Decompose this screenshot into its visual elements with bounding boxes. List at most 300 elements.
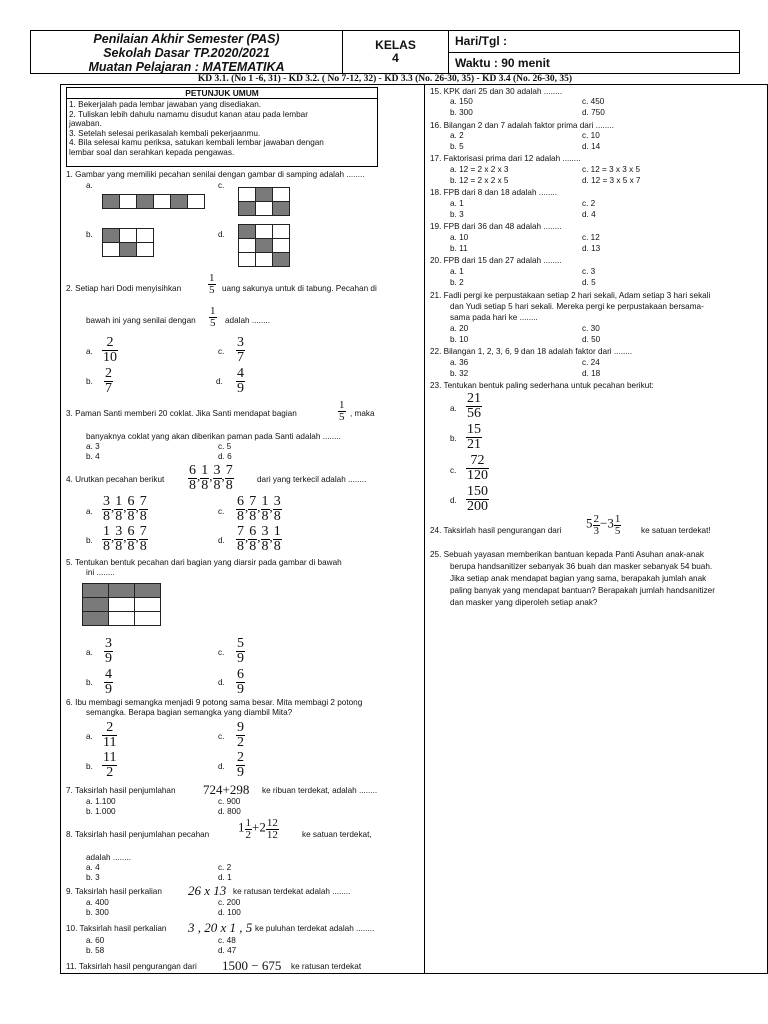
kelas-block <box>343 31 449 73</box>
q20-opt-c: c. 3 <box>582 267 596 276</box>
q1-grid-d <box>238 224 290 267</box>
denominator: 10 <box>103 350 117 365</box>
petunjuk-item: 3. Setelah selesai perikasalah kembali pekerjaanmu. <box>69 128 261 138</box>
q23-label-c: c. <box>450 466 457 475</box>
q23-label-a: a. <box>450 404 457 413</box>
denominator: 9 <box>237 651 244 666</box>
q5-grid <box>82 583 161 626</box>
q5-opt-a <box>104 637 113 666</box>
frac <box>127 525 136 554</box>
numerator: 1 <box>201 463 209 478</box>
numerator: 72 <box>466 454 489 469</box>
numerator: 5 <box>237 636 244 651</box>
numerator: 1 <box>273 524 281 539</box>
q17-opt-b: b. 12 = 2 x 2 x 5 <box>450 176 509 185</box>
whole: 3 <box>607 515 614 531</box>
q23-label-b: b. <box>450 434 457 443</box>
denominator: 8 <box>249 539 257 554</box>
petunjuk-box <box>66 87 378 167</box>
whole: 1 <box>238 819 245 835</box>
denominator: 9 <box>105 682 112 697</box>
numerator: 7 <box>139 494 147 509</box>
q5-opt-c <box>236 637 245 666</box>
numerator: 3 <box>105 636 112 651</box>
denominator: 8 <box>237 509 244 524</box>
q8-opt-c: c. 2 <box>218 863 232 872</box>
q16-opt-d: d. 14 <box>582 142 601 151</box>
q18-opt-c: c. 2 <box>582 199 596 208</box>
denominator: 5 <box>209 284 215 296</box>
comma: , <box>123 499 127 515</box>
frac <box>266 818 279 841</box>
q2-text-d: adalah ........ <box>225 316 271 325</box>
denominator: 56 <box>467 406 481 421</box>
q4-label-c: c. <box>218 507 225 516</box>
frac <box>236 495 245 524</box>
numerator: 150 <box>467 484 488 499</box>
frac <box>114 495 123 524</box>
frac <box>273 495 282 524</box>
numerator: 1 <box>103 524 110 539</box>
q9-opt-b: b. 300 <box>86 908 109 917</box>
denominator: 9 <box>237 765 244 780</box>
numerator: 1 <box>245 817 251 829</box>
q8-opt-d: d. 1 <box>218 873 232 882</box>
q4-opt-c <box>236 495 282 524</box>
q7-expression: 724+298 <box>203 782 250 797</box>
q23-opt-d <box>466 485 489 514</box>
q2-opt-b <box>104 367 113 396</box>
numerator: 2 <box>237 750 244 765</box>
comma: , <box>245 499 249 515</box>
q23-text: 23. Tentukan bentuk paling sederhana untuk pecahan berikut: <box>430 381 654 390</box>
numerator: 3 <box>273 494 281 509</box>
denominator: 8 <box>261 509 269 524</box>
q2-frac-1-5b <box>209 306 217 329</box>
q5-label-a: a. <box>86 648 93 657</box>
denominator: 3 <box>593 525 599 537</box>
q9-text-a: 9. Taksirlah hasil perkalian <box>66 887 162 896</box>
comma: , <box>221 468 225 484</box>
q21-text-a: 21. Fadli pergi ke perpustakaan setiap 2 hari sekali, Adam setiap 3 hari sekali <box>430 291 711 300</box>
q10-text-b: ke puluhan terdekat adalah ........ <box>255 924 375 933</box>
comma: , <box>257 499 261 515</box>
numerator: 1 <box>115 494 123 509</box>
comma: , <box>269 499 273 515</box>
q11-text-b: ke ratusan terdekat <box>291 962 362 971</box>
frac <box>261 495 270 524</box>
q17-text: 17. Faktorisasi prima dari 12 adalah ........ <box>430 154 581 163</box>
frac <box>102 525 111 554</box>
q4-text-a: 4. Urutkan pecahan berikut <box>66 475 165 484</box>
q5-label-b: b. <box>86 678 93 687</box>
q17-opt-c: c. 12 = 3 x 3 x 5 <box>582 165 641 174</box>
numerator: 3 <box>237 335 244 350</box>
petunjuk-item: jawaban. <box>69 119 102 128</box>
q7-text-b: ke ribuan terdekat, adalah ........ <box>262 786 378 795</box>
q24-expression <box>586 514 621 537</box>
numerator: 3 <box>103 494 110 509</box>
q21-text-b: dan Yudi setiap 5 hari sekali. Mereka pergi ke perpustakaan bersama- <box>450 302 704 311</box>
petunjuk-title: PETUNJUK UMUM <box>67 88 377 99</box>
numerator: 1 <box>261 494 269 509</box>
q18-opt-b: b. 3 <box>450 210 464 219</box>
q4-fraction-list <box>188 464 234 493</box>
q3-frac-1-5 <box>338 400 346 423</box>
q25-text-line: 25. Sebuah yayasan memberikan bantuan kepada Panti Asuhan anak-anak <box>430 550 705 559</box>
q6-opt-d <box>236 751 245 780</box>
q3-opt-c: c. 5 <box>218 442 232 451</box>
numerator: 7 <box>237 524 244 539</box>
q17-opt-d: d. 12 = 3 x 5 x 7 <box>582 176 641 185</box>
frac <box>248 495 257 524</box>
denominator: 8 <box>261 539 269 554</box>
q1-grid-c <box>238 187 290 216</box>
denominator: 2 <box>237 735 244 750</box>
denominator: 120 <box>467 468 488 483</box>
comma: , <box>135 499 139 515</box>
comma: , <box>209 468 213 484</box>
q18-text: 18. FPB dari 8 dan 18 adalah ........ <box>430 188 557 197</box>
q19-opt-d: d. 13 <box>582 244 601 253</box>
denominator: 8 <box>189 478 196 493</box>
numerator: 3 <box>213 463 221 478</box>
denominator: 2 <box>106 765 114 780</box>
q8-text-c: adalah ........ <box>86 853 132 862</box>
q2-text-b: uang sakunya untuk di tabung. Pecahan di <box>222 284 377 293</box>
q21-opt-d: d. 50 <box>582 335 601 344</box>
q18-opt-a: a. 1 <box>450 199 464 208</box>
q5-opt-d <box>236 668 245 697</box>
header-line2: Sekolah Dasar TP.2020/2021 <box>103 46 270 60</box>
kelas-value: 4 <box>392 51 399 65</box>
q16-opt-a: a. 2 <box>450 131 464 140</box>
q22-opt-b: b. 32 <box>450 369 469 378</box>
q8-text-a: 8. Taksirlah hasil penjumlahan pecahan <box>66 830 210 839</box>
q25-text-line: Jika setiap anak mendapat bagian yang sama, berapakah jumlah anak <box>450 574 707 583</box>
q3-text-c: banyaknya coklat yang akan diberikan paman pada Santi adalah ........ <box>86 432 341 441</box>
q7-opt-c: c. 900 <box>218 797 241 806</box>
q2-label-c: c. <box>218 347 225 356</box>
q1-grid-a <box>102 194 205 209</box>
numerator: 6 <box>127 524 135 539</box>
q9-text-b: ke ratusan terdekat adalah ........ <box>233 887 351 896</box>
q5-label-d: d. <box>218 678 225 687</box>
petunjuk-item: 4. Bila selesai kamu periksa, satukan kembali lembar jawaban dengan <box>69 138 324 147</box>
denominator: 5 <box>339 411 345 423</box>
q21-opt-b: b. 10 <box>450 335 469 344</box>
frac <box>261 525 270 554</box>
denominator: 9 <box>105 651 112 666</box>
denominator: 8 <box>249 509 257 524</box>
numerator: 1 <box>209 272 215 284</box>
denominator: 12 <box>266 829 278 841</box>
denominator: 8 <box>127 539 135 554</box>
q16-opt-c: c. 10 <box>582 131 600 140</box>
comma: , <box>111 529 115 545</box>
numerator: 9 <box>237 720 244 735</box>
numerator: 4 <box>105 667 112 682</box>
q8-opt-b: b. 3 <box>86 873 100 882</box>
numerator: 6 <box>127 494 135 509</box>
q3-opt-b: b. 4 <box>86 452 100 461</box>
frac <box>127 495 136 524</box>
q4-opt-d <box>236 525 282 554</box>
q10-text-a: 10. Taksirlah hasil perkalian <box>66 924 167 933</box>
header-box <box>30 30 740 74</box>
q20-text: 20. FPB dari 15 dan 27 adalah ........ <box>430 256 562 265</box>
denominator: 8 <box>139 539 147 554</box>
q6-opt-b <box>102 751 117 780</box>
q2-label-a: a. <box>86 347 93 356</box>
comma: , <box>111 499 115 515</box>
denominator: 8 <box>273 539 281 554</box>
comma: , <box>135 529 139 545</box>
numerator: 3 <box>261 524 269 539</box>
q7-opt-b: b. 1.000 <box>86 807 116 816</box>
q2-text-c: bawah ini yang senilai dengan <box>86 316 196 325</box>
q25-text-line: paling banyak yang mendapat bantuan? Berapakah jumlah handsanitizer <box>450 586 715 595</box>
q16-opt-b: b. 5 <box>450 142 464 151</box>
q22-opt-d: d. 18 <box>582 369 601 378</box>
frac <box>248 525 257 554</box>
q20-opt-b: b. 2 <box>450 278 464 287</box>
q6-opt-a <box>102 721 117 750</box>
q3-text-b: , maka <box>350 409 375 418</box>
denominator: 11 <box>103 735 117 750</box>
petunjuk-item: 2. Tuliskan lebih dahulu namamu disudut kanan atau pada lembar <box>69 109 308 119</box>
petunjuk-item: 1. Bekerjalah pada lembar jawaban yang disediakan. <box>69 100 262 109</box>
numerator: 21 <box>467 391 481 406</box>
q3-text-a: 3. Paman Santi memberi 20 coklat. Jika Santi mendapat bagian <box>66 409 297 418</box>
q10-opt-b: b. 58 <box>86 946 105 955</box>
q8-expression <box>238 818 279 841</box>
whole: 2 <box>259 819 266 835</box>
numerator: 7 <box>249 494 257 509</box>
numerator: 1 <box>339 399 345 411</box>
q23-label-d: d. <box>450 496 457 505</box>
minus: − <box>600 515 608 531</box>
numerator: 1 <box>210 305 216 317</box>
frac <box>200 464 209 493</box>
numerator: 4 <box>237 366 244 381</box>
q10-opt-d: d. 47 <box>218 946 237 955</box>
frac <box>139 525 148 554</box>
q19-opt-b: b. 11 <box>450 244 468 253</box>
comma: , <box>197 468 201 484</box>
q4-opt-b <box>102 525 148 554</box>
numerator: 15 <box>467 422 481 437</box>
frac <box>614 514 622 537</box>
q18-opt-d: d. 4 <box>582 210 596 219</box>
numerator: 2 <box>102 721 117 736</box>
q2-opt-d <box>236 367 245 396</box>
q23-opt-b <box>466 423 482 452</box>
numerator: 6 <box>249 524 257 539</box>
q3-opt-a: a. 3 <box>86 442 100 451</box>
q15-opt-a: a. 150 <box>450 97 473 106</box>
q15-opt-c: c. 450 <box>582 97 605 106</box>
q3-opt-d: d. 6 <box>218 452 232 461</box>
q6-label-a: a. <box>86 732 93 741</box>
numerator: 2 <box>593 513 599 525</box>
q17-opt-a: a. 12 = 2 x 2 x 3 <box>450 165 509 174</box>
numerator: 6 <box>237 667 244 682</box>
frac <box>245 818 253 841</box>
numerator: 2 <box>105 366 112 381</box>
denominator: 8 <box>273 509 281 524</box>
numerator: 7 <box>225 463 233 478</box>
q21-opt-c: c. 30 <box>582 324 600 333</box>
q6-text-a: 6. Ibu membagi semangka menjadi 9 potong sama besar. Mita membagi 2 potong <box>66 698 363 707</box>
q10-opt-c: c. 48 <box>218 936 236 945</box>
denominator: 9 <box>237 381 244 396</box>
denominator: 8 <box>225 478 233 493</box>
kd-line: KD 3.1. (No 1 -6, 31) - KD 3.2. ( No 7-12, 32) - KD 3.3 (No. 26-30, 35) - KD 3.4 (No. 26-30, 35) <box>197 74 573 84</box>
denominator: 8 <box>201 478 209 493</box>
q9-opt-a: a. 400 <box>86 898 109 907</box>
comma: , <box>257 529 261 545</box>
q6-label-d: d. <box>218 762 225 771</box>
hari-tgl: Hari/Tgl : <box>449 31 739 53</box>
numerator: 11 <box>103 750 117 765</box>
q8-text-b: ke satuan terdekat, <box>302 830 372 839</box>
q24-text-b: ke satuan terdekat! <box>641 526 711 535</box>
q15-opt-d: d. 750 <box>582 108 605 117</box>
denominator: 8 <box>115 539 123 554</box>
q20-opt-a: a. 1 <box>450 267 464 276</box>
q10-opt-a: a. 60 <box>86 936 105 945</box>
frac <box>593 514 601 537</box>
denominator: 5 <box>210 317 216 329</box>
denominator: 8 <box>115 509 123 524</box>
q2-frac-1-5 <box>208 273 216 296</box>
numerator: 2 <box>102 336 118 351</box>
q9-opt-c: c. 200 <box>218 898 241 907</box>
denominator: 21 <box>467 437 481 452</box>
q2-label-b: b. <box>86 377 93 386</box>
q21-text-c: sama pada hari ke ........ <box>450 313 538 322</box>
q23-opt-a <box>466 392 482 421</box>
date-time-block <box>449 31 739 73</box>
denominator: 2 <box>245 829 251 841</box>
q22-opt-a: a. 36 <box>450 358 469 367</box>
q9-expression: 26 x 13 <box>188 883 227 898</box>
q6-opt-c <box>236 721 245 750</box>
denominator: 200 <box>467 499 488 514</box>
frac <box>139 495 148 524</box>
q1-text: 1. Gambar yang memiliki pecahan senilai dengan gambar di samping adalah ........ <box>66 170 365 179</box>
q2-text-a: 2. Setiap hari Dodi menyisihkan <box>66 284 182 293</box>
q1-grid-b <box>102 228 154 257</box>
q1-label-d: d. <box>218 230 225 239</box>
q4-text-b: dari yang terkecil adalah ........ <box>257 475 367 484</box>
q22-text: 22. Bilangan 1, 2, 3, 6, 9 dan 18 adalah faktor dari ........ <box>430 347 633 356</box>
q2-label-d: d. <box>216 377 223 386</box>
q6-label-c: c. <box>218 732 225 741</box>
denominator: 8 <box>127 509 135 524</box>
q11-expression: 1500 − 675 <box>222 958 282 973</box>
q8-opt-a: a. 4 <box>86 863 100 872</box>
q6-label-b: b. <box>86 762 93 771</box>
q6-text-b: semangka. Berapa bagian semangka yang diambil Mita? <box>86 708 293 717</box>
denominator: 8 <box>103 509 110 524</box>
q19-text: 19. FPB dari 36 dan 48 adalah ........ <box>430 222 562 231</box>
q7-text-a: 7. Taksirlah hasil penjumlahan <box>66 786 176 795</box>
q1-label-b: b. <box>86 230 93 239</box>
numerator: 12 <box>266 817 278 829</box>
header-line3: Muatan Pelajaran : MATEMATIKA <box>88 60 285 74</box>
q5-text-a: 5. Tentukan bentuk pecahan dari bagian yang diarsir pada gambar di bawah <box>66 558 342 567</box>
q20-opt-d: d. 5 <box>582 278 596 287</box>
header-title-block <box>31 31 343 73</box>
q7-opt-d: d. 800 <box>218 807 241 816</box>
q16-text: 16. Bilangan 2 dan 7 adalah faktor prima dari ........ <box>430 121 614 130</box>
q4-opt-a <box>102 495 148 524</box>
q1-label-a: a. <box>86 181 93 190</box>
denominator: 8 <box>237 539 244 554</box>
q5-text-b: ini ........ <box>86 568 115 577</box>
column-divider <box>424 84 425 974</box>
kelas-label: KELAS <box>375 38 416 52</box>
q15-opt-b: b. 300 <box>450 108 473 117</box>
whole: 5 <box>586 515 593 531</box>
q19-opt-a: a. 10 <box>450 233 469 242</box>
q25-text-line: berupa handsanitizer sebanyak 36 buah dan masker sebanyak 54 buah. <box>450 562 713 571</box>
q23-opt-c <box>466 454 489 483</box>
numerator: 6 <box>237 494 244 509</box>
numerator: 6 <box>189 463 196 478</box>
q1-label-c: c. <box>218 181 225 190</box>
q24-text-a: 24. Taksirlah hasil pengurangan dari <box>430 526 562 535</box>
header-line1: Penilaian Akhir Semester (PAS) <box>93 32 280 46</box>
denominator: 7 <box>237 350 244 365</box>
q10-expression: 3 , 20 x 1 , 5 <box>188 920 253 935</box>
numerator: 3 <box>115 524 123 539</box>
denominator: 8 <box>139 509 147 524</box>
petunjuk-item: lembar soal dan serahkan kepada pengawas. <box>69 147 235 157</box>
q9-opt-d: d. 100 <box>218 908 241 917</box>
frac <box>213 464 222 493</box>
frac <box>236 525 245 554</box>
q19-opt-c: c. 12 <box>582 233 600 242</box>
q5-label-c: c. <box>218 648 225 657</box>
q4-label-a: a. <box>86 507 93 516</box>
q22-opt-c: c. 24 <box>582 358 600 367</box>
comma: , <box>269 529 273 545</box>
q25-text-line: dan masker yang diperoleh setiap anak? <box>450 598 598 607</box>
numerator: 1 <box>614 513 621 525</box>
q4-label-d: d. <box>218 536 225 545</box>
numerator: 7 <box>139 524 147 539</box>
q2-opt-a <box>102 336 118 365</box>
q11-text-a: 11. Taksirlah hasil pengurangan dari <box>66 962 197 971</box>
denominator: 9 <box>237 682 244 697</box>
comma: , <box>123 529 127 545</box>
q7-opt-a: a. 1.100 <box>86 797 116 806</box>
denominator: 8 <box>213 478 221 493</box>
frac <box>225 464 234 493</box>
frac <box>102 495 111 524</box>
denominator: 7 <box>105 381 112 396</box>
denominator: 8 <box>103 539 110 554</box>
frac <box>273 525 282 554</box>
q2-opt-c <box>236 336 245 365</box>
q21-opt-a: a. 20 <box>450 324 469 333</box>
q4-label-b: b. <box>86 536 93 545</box>
q15-text: 15. KPK dari 25 dan 30 adalah ........ <box>430 87 562 96</box>
q5-opt-b <box>104 668 113 697</box>
